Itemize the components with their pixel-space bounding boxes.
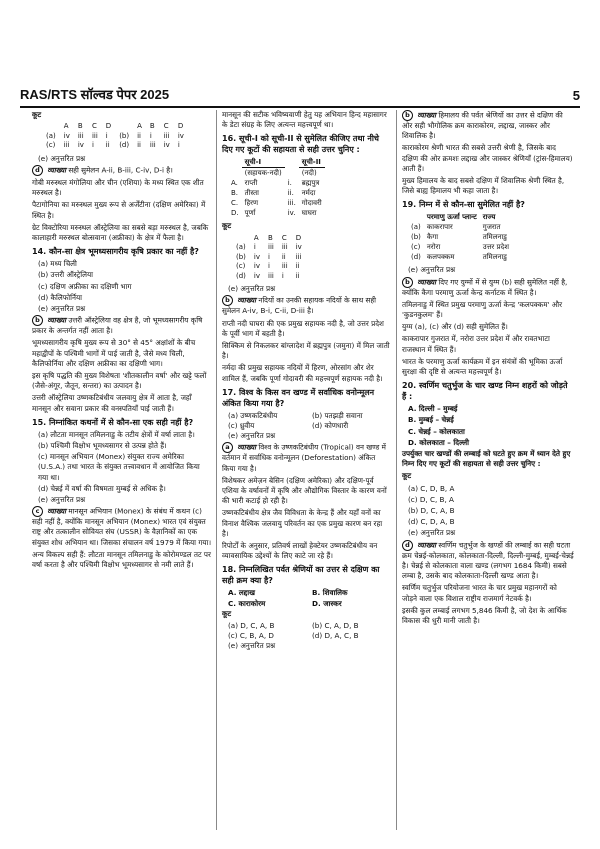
- option: (c) C, B, A, D: [228, 631, 274, 641]
- option-e: (e) अनुत्तरित प्रश्न: [408, 265, 456, 275]
- option: (d) कैलिफोर्निया: [38, 292, 82, 302]
- item: B. शिवालिक: [312, 588, 348, 598]
- code-col: D: [295, 233, 302, 242]
- item: D. कोलकाता – दिल्ली: [408, 437, 470, 447]
- explanation-text: मानसून अभियान (Monex) के संबंध में कथन (c) सही नहीं है, क्योंकि मानसून अभियान (Monex) भारत एवं संयुक्त राष्ट्र और तत्कालीन सोवियत संघ (USSR) के वैज्ञानिकों का एक संयुक्त शोध अभियान था। जिसका संचालन वर्ष 1979 में किया गया।: [32, 506, 212, 547]
- option: (d) चेन्नई में वर्षा की विषमता मुम्बई से अधिक है।: [38, 483, 166, 493]
- explanation-text: रिपोर्टों के अनुसार, प्रतिवर्ष लाखों हेक्टेयर उष्णकटिबंधीय वन व्यावसायिक उद्देश्यों के लिए काटे जा रहे हैं।: [222, 540, 378, 561]
- match-cell: C.: [231, 199, 239, 208]
- kut-label: कूट: [32, 110, 42, 119]
- question-18: 18. निम्नलिखित पर्वत श्रेणियों का उत्तर से दक्षिण का सही क्रम क्या है?: [222, 565, 380, 586]
- answer-explanation: [402, 540, 574, 582]
- option: (e) अनुत्तरित प्रश्न: [38, 494, 86, 504]
- answer-explanation: [402, 277, 574, 298]
- pair-cell: गुजरात: [482, 223, 501, 232]
- answer-explanation: [32, 315, 212, 336]
- explanation-text: मानसून की सटीक भविष्यवाणी हेतु यह अभियान हिन्द महासागर के डेटा संग्रह के लिए अत्यन्त महत्त्वपूर्ण था।: [222, 110, 387, 130]
- question-20: 20. स्वर्णिम चतुर्भुज के चार खण्ड निम्न शहरों को जोड़ते हैं :: [402, 381, 568, 402]
- pairs-table: [408, 212, 512, 262]
- option: (a) D, C, A, B: [228, 620, 275, 630]
- match-row: [228, 178, 325, 188]
- column-divider: [216, 110, 217, 830]
- code-cell: iv: [253, 271, 260, 280]
- code-cell: (a): [236, 243, 246, 252]
- option: (a) C, D, B, A: [408, 483, 455, 493]
- explanation-label: व्याख्या: [417, 277, 437, 287]
- options-grid: [228, 621, 390, 641]
- pair-cell: कैगा: [426, 233, 439, 242]
- pair-cell: (a): [411, 223, 421, 232]
- pair-cell: कलपक्कम: [426, 253, 455, 262]
- code-cell: (d): [236, 271, 246, 280]
- page-number: 5: [572, 88, 580, 103]
- answer-explanation: [402, 110, 574, 141]
- option: (c) दक्षिण अफ्रीका का दक्षिणी भाग: [38, 281, 132, 291]
- explanation-text: ग्रेट विक्टोरिया मरुस्थल ऑस्ट्रेलिया का सबसे बड़ा मरुस्थल है, जबकि कालाहारी मरुस्थल बोत्सवाना (अफ्रीका) के क्षेत्र में फैला है।: [32, 222, 209, 242]
- code-cell: i: [253, 243, 256, 252]
- code-cell: iii: [281, 243, 288, 252]
- item: C. चेन्नई – कोलकाता: [408, 426, 465, 436]
- code-cell: iii: [163, 131, 170, 140]
- kut-label: कूट: [222, 221, 232, 231]
- explanation-label: व्याख्या: [47, 165, 67, 175]
- answer-explanation: [32, 165, 212, 176]
- pair-row: [408, 222, 512, 232]
- match-cell: i.: [287, 179, 292, 188]
- explanation-label: व्याख्या: [417, 540, 437, 550]
- code-cell: iii: [149, 141, 156, 150]
- code-cell: iv: [63, 131, 70, 140]
- page-header: [20, 84, 580, 108]
- code-table: [42, 122, 188, 151]
- match-cell: A.: [231, 179, 238, 188]
- column-divider: [396, 110, 397, 830]
- option: (d) D, A, C, B: [312, 631, 359, 641]
- explanation-text: सिक्किम से निकलकर बांग्लादेश में ब्रह्मपुत्र (जमुना) में मिल जाती है।: [222, 340, 390, 361]
- code-cell: ii: [137, 141, 141, 150]
- code-col: A: [63, 122, 69, 131]
- option: (a) उष्णकटिबंधीय: [228, 410, 278, 420]
- match-cell: गोदावरी: [301, 199, 322, 208]
- question-17: 17. विश्व के किस वन खण्ड में सर्वाधिक वनोन्मूलन अंकित किया गया है?: [222, 387, 375, 408]
- answer-tag: b: [222, 295, 233, 306]
- option-e: (e) अनुत्तरित प्रश्न: [228, 641, 276, 651]
- match-cell: तीस्ता: [244, 189, 259, 198]
- explanation-text: नदियों का उनकी सहायक नदियों के साथ सही सुमेलन A-iv, B-i, C-ii, D-iii है।: [222, 295, 377, 316]
- match-cell: iii.: [287, 199, 296, 208]
- code-col: B: [77, 122, 83, 131]
- explanation-text: स्वर्णिम चतुर्भुज परियोजना भारत के चार प्रमुख महानगरों को जोड़ने वाला एक विशाल राष्ट्रीय राजमार्ग नेटवर्क है।: [402, 583, 557, 603]
- code-cell: iv: [163, 141, 170, 150]
- option: (b) C, A, D, B: [312, 620, 359, 630]
- code-cell: i: [91, 141, 94, 150]
- explanation-label: व्याख्या: [237, 442, 257, 452]
- pair-cell: (c): [411, 243, 421, 252]
- explanation-text: युग्म (a), (c) और (d) सही सुमेलित हैं।: [402, 322, 508, 332]
- explanation-text: स्वर्णिम चतुर्भुज के खण्डों की लम्बाई का सही घटता क्रम चेन्नई-कोलकाता, कोलकाता-दिल्ली, दिल्ली-मुम्बई, मुम्बई-चेन्नई है। चेन्नई से कोलकाता वाला खण्ड (लगभग 1684 किमी) सबसे लम्बा है, उसके बाद कोलकाता-दिल्ली खण्ड आता है।: [402, 540, 574, 581]
- code-col: C: [163, 122, 169, 131]
- explanation-text: दिए गए युग्मों में से युग्म (b) सही सुमेलित नहीं है, क्योंकि कैगा परमाणु ऊर्जा केन्द्र कर्नाटक में स्थित है।: [402, 277, 568, 297]
- match-cell: हिरण: [244, 199, 259, 208]
- code-cell: i: [177, 141, 180, 150]
- code-cell: iii: [77, 131, 84, 140]
- explanation-text: काकरापार गुजरात में, नरोरा उत्तर प्रदेश में और रावतभाटा राजस्थान में स्थित हैं।: [402, 334, 550, 354]
- option: (b) पतझड़ी सवाना: [312, 410, 363, 420]
- code-table: [232, 234, 306, 282]
- question-15: 15. निम्नांकित कथनों में से कौन-सा एक सही नहीं है?: [32, 417, 194, 427]
- match-row: [228, 208, 325, 218]
- code-cell: iv: [177, 131, 184, 140]
- answer-tag: d: [32, 165, 43, 176]
- explanation-text: काराकोरम श्रेणी भारत की सबसे उत्तरी श्रेणी है, जिसके बाद दक्षिण की ओर क्रमशः लद्दाख और जास्कर श्रेणियाँ (ट्रांस-हिमालय) आती हैं।: [402, 143, 573, 173]
- pair-cell: नरोरा: [426, 243, 441, 252]
- option: (e) अनुत्तरित प्रश्न: [38, 303, 86, 313]
- code-cell: iii: [281, 262, 288, 271]
- pair-cell: तमिलनाडु: [482, 233, 507, 242]
- code-cell: ii: [295, 271, 300, 280]
- pair-row: [408, 252, 512, 262]
- code-row: [232, 272, 306, 282]
- option: (a) लौटता मानसून तमिलनाडु के तटीय क्षेत्रों में वर्षा लाता है।: [38, 429, 195, 439]
- pair-cell: उत्तर प्रदेश: [482, 243, 509, 252]
- code-col: B: [268, 233, 273, 242]
- code-cell: ii: [105, 141, 110, 150]
- pairs-header: परमाणु ऊर्जा प्लान्ट: [426, 213, 477, 222]
- match-cell: नर्मदा: [301, 189, 316, 198]
- option-e: (e) अनुत्तरित प्रश्न: [38, 153, 86, 163]
- question-14: 14. कौन-सा क्षेत्र भूमध्यसागरीय कृषि प्रकार का नहीं है?: [32, 247, 199, 257]
- code-col: A: [253, 233, 259, 242]
- match-cell: iv.: [287, 209, 296, 218]
- match-cell: ब्रह्मपुत्र: [301, 179, 320, 188]
- option: (d) C, D, A, B: [408, 517, 455, 527]
- answer-explanation: [222, 442, 390, 473]
- answer-explanation: [32, 506, 212, 548]
- pair-cell: (d): [411, 253, 421, 262]
- explanation-text: उत्तरी ऑस्ट्रेलिया वह क्षेत्र है, जो भूमध्यसागरीय कृषि प्रकार के अन्तर्गत नहीं आता है।: [32, 315, 203, 336]
- option-e: (e) अनुत्तरित प्रश्न: [228, 431, 276, 441]
- list-1-subheader: (सहायक-नदी): [244, 169, 282, 178]
- explanation-text: उष्णकटिबंधीय क्षेत्र जैव विविधता के केन्द्र हैं और यहाँ वनों का विनाश वैश्विक जलवायु परिवर्तन का एक प्रमुख कारण बन रहा है।: [222, 508, 383, 538]
- match-cell: D.: [231, 209, 239, 218]
- header-title: RAS/RTS सॉल्वड पेपर 2025: [20, 87, 170, 102]
- option: (d) कोणधारी: [312, 420, 349, 430]
- code-cell: i: [149, 131, 152, 140]
- explanation-text: पैटागोनिया का मरुस्थल मुख्य रूप से अर्जेंटीना (दक्षिण अमेरिका) में स्थित है।: [32, 200, 206, 220]
- code-cell: (b): [236, 252, 246, 261]
- code-cell: i: [268, 262, 270, 271]
- code-cell: iii: [63, 141, 70, 150]
- answer-tag: b: [32, 315, 43, 326]
- code-cell: iii: [91, 131, 98, 140]
- option: (b) पश्चिमी विक्षोभ भूमध्यसागर से उत्पन्न होते हैं।: [38, 440, 167, 450]
- item: A. लद्दाख: [228, 588, 256, 598]
- kut-label: कूट: [402, 471, 412, 481]
- code-row: [232, 243, 306, 253]
- code-cell: i: [268, 252, 270, 261]
- explanation-text: भूमध्यसागरीय कृषि मुख्य रूप से 30° से 45° अक्षांशों के बीच महाद्वीपों के पश्चिमी भागों में पाई जाती है, जैसे मध्य चिली, कैलिफोर्निया और दक्षिण अफ्रीका का दक्षिणी भाग।: [32, 338, 196, 368]
- match-cell: राप्ती: [244, 179, 258, 188]
- option: (c) D, C, B, A: [408, 494, 454, 504]
- option: (c) ध्रुवीय: [228, 420, 255, 430]
- item: C. काराकोरम: [228, 598, 266, 608]
- explanation-text: भारत के परमाणु ऊर्जा कार्यक्रम में इन संयंत्रों की भूमिका ऊर्जा सुरक्षा की दृष्टि से अत्यन्त महत्त्वपूर्ण है।: [402, 356, 563, 377]
- pair-row: [408, 232, 512, 242]
- code-cell: (c): [46, 141, 56, 150]
- list-1-header: सूची-I: [242, 157, 285, 168]
- answer-explanation: [222, 295, 390, 316]
- explanation-text: इस कृषि पद्धति की मुख्य विशेषता 'शीतकालीन वर्षा' और खट्टे फलों (जैसे-अंगूर, जैतून, सन्तरा) का उत्पादन है।: [32, 370, 207, 391]
- answer-tag: c: [32, 506, 43, 517]
- answer-tag: a: [222, 442, 233, 453]
- code-row: [42, 132, 188, 142]
- option: (e) अनुत्तरित प्रश्न: [408, 528, 456, 538]
- code-cell: i: [105, 131, 108, 140]
- answer-tag: d: [402, 540, 413, 551]
- code-cell: iv: [253, 262, 260, 271]
- option-e: (e) अनुत्तरित प्रश्न: [228, 284, 276, 294]
- match-cell: घाघरा: [301, 209, 317, 218]
- pair-cell: काकरापार: [426, 223, 453, 232]
- code-cell: (b): [119, 131, 130, 140]
- item: A. दिल्ली – मुम्बई: [408, 404, 458, 414]
- code-col: C: [281, 233, 287, 242]
- pair-cell: तमिलनाडु: [482, 253, 507, 262]
- option: (b) उत्तरी ऑस्ट्रेलिया: [38, 270, 93, 280]
- match-cell: पूर्णा: [244, 209, 256, 218]
- code-cell: i: [281, 271, 284, 280]
- answer-tag: b: [402, 277, 413, 288]
- explanation-label: व्याख्या: [237, 295, 257, 305]
- code-cell: iii: [268, 271, 274, 280]
- explanation-text: इसकी कुल लम्बाई लगभग 5,846 किमी है, जो देश के आर्थिक विकास की धुरी मानी जाती है।: [402, 605, 567, 625]
- code-cell: (d): [119, 141, 130, 150]
- items-grid: [228, 588, 390, 608]
- code-cell: iii: [295, 252, 302, 261]
- code-cell: ii: [137, 131, 141, 140]
- explanation-text: मुख्य हिमालय के बाद सबसे दक्षिण में शिवालिक श्रेणी स्थित है, जिसे बाह्य हिमालय भी कहा जाता है।: [402, 176, 565, 196]
- explanation-text: गोबी मरुस्थल मंगोलिया और चीन (एशिया) के मध्य स्थित एक शीत मरुस्थल है।: [32, 177, 204, 198]
- list-2-subheader: (नदी): [301, 169, 317, 178]
- code-col: D: [105, 122, 112, 131]
- code-cell: (c): [236, 262, 246, 271]
- match-row: [228, 188, 325, 198]
- code-row: [42, 141, 188, 151]
- column-2: [222, 110, 390, 653]
- explanation-label: व्याख्या: [417, 110, 437, 120]
- explanation-text: अन्य विकल्प सही हैं: लौटता मानसून तमिलनाडु के कोरोमण्डल तट पर वर्षा करता है और पश्चिमी विक्षोभ भूमध्यसागर से नमी लाते हैं।: [32, 549, 211, 569]
- explanation-text: सही सुमेलन A-ii, B-iii, C-iv, D-i है।: [68, 165, 173, 175]
- code-col: C: [91, 122, 97, 131]
- match-cell: B.: [231, 189, 239, 198]
- code-cell: ii: [281, 252, 286, 261]
- explanation-text: नर्मदा की प्रमुख सहायक नदियों में हिरण, ओरसांग और शेर शामिल हैं, जबकि पूर्णा गोदावरी की महत्त्वपूर्ण सहायक नदी है।: [222, 363, 383, 383]
- options-grid: [228, 411, 390, 431]
- code-row: [232, 262, 306, 272]
- option: (c) मानसून अभियान (Monex) संयुक्त राज्य अमेरिका (U.S.A.) तथा भारत के संयुक्त तत्त्वावधान में आयोजित किया गया था।: [38, 452, 200, 482]
- code-col: D: [177, 122, 184, 131]
- option: (b) D, C, A, B: [408, 506, 455, 516]
- explanation-text: विशेषकर अमेज़न बेसिन (दक्षिण अमेरिका) और दक्षिण-पूर्व एशिया के वर्षावनों में कृषि और औद्योगिक विस्तार के कारण वनों की भारी कटाई हो रही है।: [222, 475, 387, 506]
- pairs-header: राज्य: [482, 213, 496, 222]
- code-cell: iv: [77, 141, 84, 150]
- option: (a) मध्य चिली: [38, 259, 77, 269]
- question-19: 19. निम्न में से कौन-सा सुमेलित नहीं है?: [402, 200, 525, 210]
- explanation-text: तमिलनाडु में स्थित प्रमुख परमाणु ऊर्जा केन्द्र 'कलपक्कम' और 'कुडनकुलम' हैं।: [402, 299, 563, 320]
- match-list-table: [228, 157, 325, 218]
- question-16: 16. सूची-I को सूची-II से सुमेलित कीजिए तथा नीचे दिए गए कूटों की सहायता से सही उत्तर चुनिए :: [222, 134, 379, 155]
- item: B. मुम्बई – चेन्नई: [408, 415, 454, 425]
- kut-label: कूट: [222, 608, 232, 618]
- code-cell: (a): [46, 131, 56, 140]
- answer-tag: b: [402, 110, 413, 121]
- question-prompt: उपर्युक्त चार खण्डों की लम्बाई को घटते हुए क्रम में ध्यान देते हुए निम्न दिए गए कूटों की सहायता से सही उत्तर चुनिए :: [402, 449, 571, 469]
- code-cell: iv: [253, 252, 260, 261]
- explanation-text: हिमालय की पर्वत श्रेणियों का उत्तर से दक्षिण की ओर सही भौगोलिक क्रम काराकोरम, लद्दाख, जास्कर और शिवालिक है।: [402, 110, 563, 141]
- explanation-label: व्याख्या: [47, 315, 67, 325]
- code-col: B: [149, 122, 155, 131]
- code-header-row: [42, 122, 188, 132]
- explanation-text: विश्व के उष्णकटिबंधीय (Tropical) वन खण्ड में वर्तमान में सर्वाधिक वनोन्मूलन (Deforestation) अंकित किया गया है।: [222, 442, 386, 473]
- pair-cell: (b): [411, 233, 421, 242]
- list-2-header: सूची-II: [299, 157, 325, 168]
- column-1: [32, 110, 212, 572]
- item: D. जास्कर: [312, 598, 342, 608]
- code-cell: iii: [268, 243, 274, 252]
- code-row: [232, 253, 306, 263]
- match-cell: ii.: [287, 189, 294, 198]
- code-cell: ii: [295, 262, 300, 271]
- match-row: [228, 198, 325, 208]
- explanation-text: उत्तरी ऑस्ट्रेलिया उष्णकटिबंधीय जलवायु क्षेत्र में आता है, जहाँ मानसून और सवाना प्रकार की वनस्पतियाँ पाई जाती हैं।: [32, 393, 192, 413]
- explanation-text: राप्ती नदी घाघरा की एक प्रमुख सहायक नदी है, जो उत्तर प्रदेश के पूर्वी भाग में बहती है।: [222, 318, 384, 338]
- code-cell: iv: [295, 243, 302, 252]
- column-3: [402, 110, 574, 628]
- pair-row: [408, 242, 512, 252]
- code-col: A: [137, 122, 142, 131]
- explanation-label: व्याख्या: [47, 506, 67, 516]
